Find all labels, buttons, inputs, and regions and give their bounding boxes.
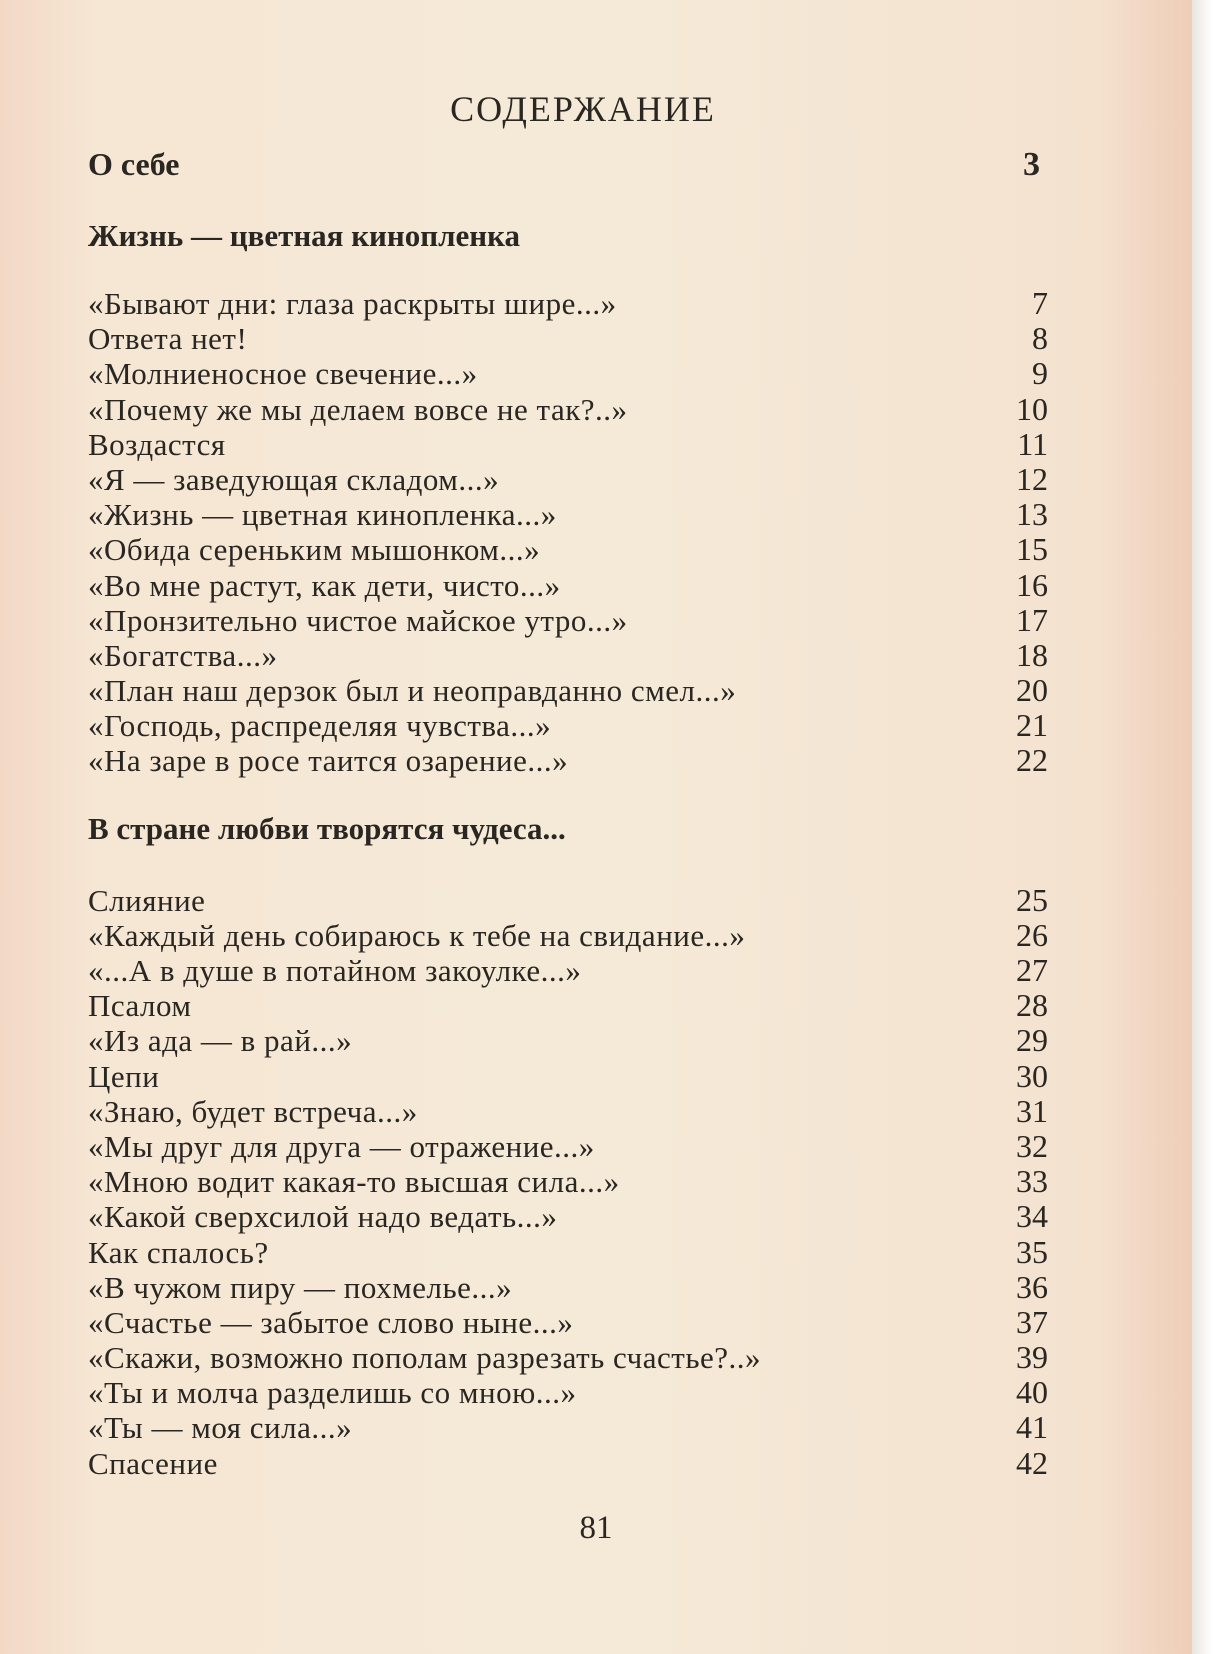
toc-entry-title: «Из ада — в рай...» — [88, 1023, 353, 1059]
toc-entry-page: 41 — [1016, 1409, 1048, 1446]
toc-entry-page: 32 — [1016, 1127, 1048, 1164]
toc-entry-title: «Я — заведующая складом...» — [88, 461, 500, 497]
table-of-contents — [88, 84, 1048, 1481]
toc-entry-page: 7 — [1032, 285, 1048, 321]
toc-entry — [88, 953, 1048, 988]
toc-entry-page: 36 — [1016, 1268, 1048, 1305]
toc-entry — [88, 1410, 1048, 1445]
toc-entry-title: «Обида сереньким мышонком...» — [88, 532, 541, 568]
toc-entry — [88, 988, 1048, 1023]
toc-entry-page: 25 — [1016, 881, 1048, 918]
toc-entry-page: 34 — [1016, 1198, 1048, 1235]
toc-entry-title: «Молниеносное свечение...» — [88, 356, 478, 392]
toc-entry — [88, 883, 1048, 918]
toc-entry — [88, 1305, 1048, 1340]
section-entries-2 — [88, 883, 1048, 1481]
toc-entry-title: «Господь, распределяя чувства...» — [88, 708, 552, 744]
toc-entry-page: 29 — [1016, 1022, 1048, 1059]
page-edge — [1192, 0, 1213, 1654]
toc-entry-title: «Ты — моя сила...» — [88, 1410, 353, 1446]
toc-entry-page: 17 — [1016, 601, 1048, 638]
page-number: 81 — [579, 1510, 613, 1546]
toc-entry-page: 42 — [1016, 1444, 1048, 1481]
toc-entry — [88, 1270, 1048, 1305]
toc-entry — [88, 638, 1048, 673]
toc-entry — [88, 286, 1048, 321]
toc-entry-title: «Скажи, возможно пополам разрезать счастье?..» — [88, 1340, 761, 1376]
toc-entry — [88, 497, 1048, 532]
toc-entry-page: 26 — [1016, 916, 1048, 953]
toc-entry-title: «Богатства...» — [88, 637, 278, 673]
toc-entry-title: «Мы друг для друга — отражение...» — [88, 1128, 595, 1164]
toc-entry — [88, 708, 1048, 743]
toc-entry-page: 39 — [1016, 1339, 1048, 1376]
toc-entry-title: Ответа нет! — [88, 321, 248, 357]
toc-entry-title: «...А в душе в потайном закоулке...» — [88, 953, 582, 988]
toc-entry-title: Спасение — [88, 1445, 218, 1481]
toc-entry — [88, 603, 1048, 638]
toc-entry-page: 3 — [1023, 146, 1040, 183]
section-heading: В стране любви творятся чудеса... — [88, 810, 566, 846]
toc-entry — [88, 532, 1048, 567]
toc-entry-title: О себе — [88, 146, 180, 182]
toc-entry-title: «Каждый день собираюсь к тебе на свидание...» — [88, 917, 746, 953]
toc-entry-title: «Пронзительно чистое майское утро...» — [88, 602, 628, 638]
toc-entry — [88, 1340, 1048, 1375]
toc-entry — [88, 568, 1048, 603]
toc-entry-page: 33 — [1016, 1163, 1048, 1200]
toc-entry — [88, 1235, 1048, 1270]
toc-entry-page: 15 — [1016, 531, 1048, 568]
toc-entry — [88, 1023, 1048, 1058]
toc-entry-page: 21 — [1016, 707, 1048, 744]
toc-entry — [88, 1059, 1048, 1094]
toc-entry — [88, 918, 1048, 953]
toc-entry-page: 8 — [1032, 320, 1048, 357]
toc-entry-title: Как спалось? — [88, 1234, 269, 1270]
toc-entry — [88, 1129, 1048, 1164]
toc-entry-title: «Бывают дни: глаза раскрыты шире...» — [88, 286, 617, 321]
toc-entry-page: 40 — [1016, 1374, 1048, 1411]
toc-entry — [88, 321, 1048, 356]
toc-entry-title: «Знаю, будет встреча...» — [88, 1093, 418, 1129]
toc-entry-title: «Почему же мы делаем вовсе не так?..» — [88, 391, 628, 427]
toc-entry-page: 22 — [1016, 742, 1048, 779]
toc-entry-about-self — [88, 134, 1048, 194]
toc-entry-title: «Счастье — забытое слово ныне...» — [88, 1304, 574, 1340]
toc-entry — [88, 356, 1048, 391]
toc-entry — [88, 392, 1048, 427]
toc-entry-page: 28 — [1016, 987, 1048, 1024]
toc-entry-title: «Какой сверхсилой надо ведать...» — [88, 1199, 558, 1235]
toc-entry-page: 11 — [1017, 425, 1048, 462]
toc-entry-title: Воздастся — [88, 426, 226, 462]
toc-entry-title: Псалом — [88, 988, 192, 1024]
toc-entry-title: «На заре в росе таится озарение...» — [88, 743, 569, 779]
toc-entry — [88, 743, 1048, 778]
toc-entry — [88, 1164, 1048, 1199]
toc-entry-page: 9 — [1032, 355, 1048, 392]
toc-entry — [88, 1199, 1048, 1234]
page-title: СОДЕРЖАНИЕ — [450, 89, 716, 129]
toc-entry-page: 16 — [1016, 566, 1048, 603]
toc-entry-page: 18 — [1016, 636, 1048, 673]
toc-entry-title: «План наш дерзок был и неоправданно смел...» — [88, 673, 737, 709]
section-entries-1 — [88, 286, 1048, 779]
toc-entry-title: Слияние — [88, 882, 206, 918]
toc-entry-page: 31 — [1016, 1092, 1048, 1129]
toc-entry-page: 20 — [1016, 672, 1048, 709]
section-heading: Жизнь — цветная кинопленка — [88, 218, 521, 253]
toc-entry-page: 13 — [1016, 496, 1048, 533]
toc-entry-page: 27 — [1016, 952, 1048, 988]
toc-entry-page: 30 — [1016, 1057, 1048, 1094]
toc-entry-title: «Ты и молча разделишь со мною...» — [88, 1375, 577, 1411]
toc-entry-title: «В чужом пиру — похмелье...» — [88, 1269, 513, 1305]
toc-entry-title: «Жизнь — цветная кинопленка...» — [88, 497, 557, 533]
toc-entry-page: 12 — [1016, 460, 1048, 497]
toc-entry — [88, 1446, 1048, 1481]
toc-entry-title: «Во мне растут, как дети, чисто...» — [88, 567, 561, 603]
toc-entry-title: Цепи — [88, 1058, 160, 1094]
toc-entry — [88, 673, 1048, 708]
toc-entry — [88, 427, 1048, 462]
toc-entry-page: 35 — [1016, 1233, 1048, 1270]
toc-entry — [88, 1094, 1048, 1129]
toc-entry — [88, 462, 1048, 497]
toc-entry — [88, 1375, 1048, 1410]
toc-entry-page: 10 — [1016, 390, 1048, 427]
toc-entry-title: «Мною водит какая-то высшая сила...» — [88, 1164, 620, 1200]
toc-entry-page: 37 — [1016, 1303, 1048, 1340]
